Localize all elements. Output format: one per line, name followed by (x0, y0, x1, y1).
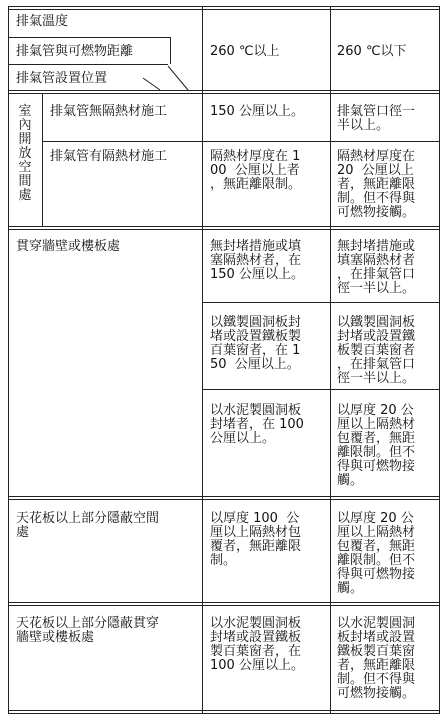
row-line-1 (42, 141, 440, 142)
row-with-insulation-label: 排氣管有隔熱材施工 (50, 149, 168, 164)
row-ceiling-penetration-above: 以水泥製圓洞板 封堵或設置鐵板 製百葉窗者，在 100 公厘以上。 (210, 616, 304, 673)
row-penetration-below-1: 無封堵措施或 填塞隔熱材者 ，在排氣管口 徑一半以上。 (337, 239, 416, 296)
header-location-label: 排氣管設置位置 (16, 71, 108, 86)
table-top-border (8, 6, 440, 10)
row-with-insulation-above: 隔熱材厚度在 1 00 公厘以上者 ，無距離限制。 (210, 149, 302, 192)
row-line-4 (203, 389, 440, 390)
table-right-border (439, 6, 440, 714)
row-penetration-label: 貫穿牆壁或樓板處 (16, 239, 121, 254)
indoor-group-divider (42, 94, 43, 226)
table-bottom-border (8, 710, 440, 714)
row-with-insulation-below: 隔熱材厚度在 20 公厘以上 者，無距離限 制。但不得與 可燃物接觸。 (337, 149, 416, 220)
row-no-insulation-label: 排氣管無隔熱材施工 (50, 104, 168, 119)
table-left-border (8, 6, 9, 714)
row-penetration-below-2: 以鐵製圓洞板 封堵或設置鐵 板製百葉窗者 ，在排氣管口 徑一半以上。 (337, 315, 416, 386)
header-260-above: 260 ℃以上 (210, 44, 280, 59)
row-no-insulation-above: 150 公厘以上。 (210, 104, 304, 119)
col-divider-2 (330, 6, 331, 714)
row-ceiling-space-label: 天花板以上部分隱蔽空間 處 (16, 511, 160, 540)
header-exhaust-temp: 排氣溫度 (16, 14, 69, 29)
row-ceiling-space-above: 以厚度 100 公 厘以上隔熱材包 覆者，無距離限 制。 (210, 511, 302, 568)
row-penetration-above-1: 無封堵措施或填 塞隔熱材者，在 150 公厘以上。 (210, 239, 304, 282)
header-line-1 (8, 37, 170, 38)
row-ceiling-penetration-label: 天花板以上部分隱蔽貫穿 牆壁或樓板處 (16, 616, 160, 645)
row-line-5 (8, 496, 440, 500)
row-line-2 (8, 226, 440, 230)
header-bottom-border (8, 90, 440, 94)
header-line-2 (8, 64, 168, 65)
row-penetration-above-2: 以鐵製圓洞板封 堵或設置鐵板製 百葉窗者，在 1 50 公厘以上。 (210, 315, 302, 372)
row-ceiling-penetration-below: 以水泥製圓洞 板封堵或設置 鐵板製百葉窗 者，無距離限 制。但不得與 可燃物接觸。 (337, 616, 416, 701)
header-distance-label: 排氣管與可燃物距離 (16, 44, 134, 59)
row-no-insulation-below: 排氣管口徑一 半以上。 (337, 104, 416, 133)
row-ceiling-space-below: 以厚度 20 公 厘以上隔熱材 包覆者，無距 離限制。但不 得與可燃物接 觸。 (337, 511, 416, 596)
row-line-6 (8, 602, 440, 606)
row-penetration-above-3: 以水泥製圓洞板 封堵者，在 100 公厘以上。 (210, 403, 304, 446)
col-divider-1 (202, 6, 203, 714)
row-line-3 (203, 302, 440, 303)
header-260-below: 260 ℃以下 (337, 44, 407, 59)
indoor-group-label: 室內開放空間處 (18, 104, 32, 203)
header-label-box-edge (170, 37, 171, 64)
row-penetration-below-3: 以厚度 20 公 厘以上隔熱材 包覆者，無距 離限制。但不 得與可燃物接 觸。 (337, 403, 416, 488)
